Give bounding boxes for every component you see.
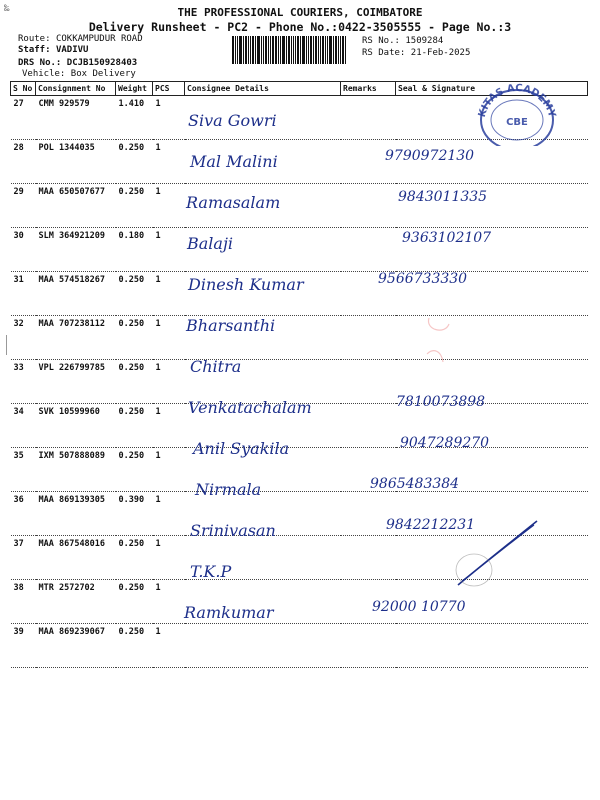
handwritten-signature-phone: 9363102107: [402, 230, 492, 246]
cell-consignee: [185, 624, 341, 668]
route-value: COKKAMPUDUR ROAD: [55, 34, 143, 44]
handwritten-signature-phone: 9566733330: [378, 271, 468, 287]
table-row: [11, 228, 588, 272]
cell-sno: 28: [11, 140, 36, 184]
academy-seal-stamp: [474, 80, 560, 146]
cell-pcs: 1: [153, 360, 185, 404]
cell-sno: 36: [11, 492, 36, 536]
cell-sno: 27: [11, 96, 36, 140]
cell-signature: [396, 624, 588, 668]
cell-weight: 0.250: [116, 404, 153, 448]
cell-pcs: 1: [153, 404, 185, 448]
table-row: [11, 316, 588, 360]
handwritten-consignee-name: Chitra: [190, 357, 242, 376]
handwritten-consignee-name: Srinivasan: [190, 521, 276, 540]
cell-sno: 37: [11, 536, 36, 580]
cell-consignment: CMM 929579: [36, 96, 116, 140]
handwritten-consignee-name: Ramkumar: [184, 603, 274, 622]
drs-value: DCJB150928403: [66, 58, 138, 68]
cell-consignment: MAA 869139305: [36, 492, 116, 536]
rs-date-value: 21-Feb-2025: [410, 48, 471, 58]
cell-weight: 0.250: [116, 316, 153, 360]
cell-sno: 30: [11, 228, 36, 272]
handwritten-consignee-name: Mal Malini: [190, 152, 278, 171]
stamp-top-text: KITAS ACADEMY: [476, 82, 558, 119]
handwritten-signature-phone: 9047289270: [400, 435, 490, 451]
col-weight: Weight: [116, 82, 153, 96]
handwritten-consignee-name: T.K.P: [190, 562, 232, 581]
punch-mark: [0, 335, 7, 355]
handwritten-signature-phone: 9842212231: [386, 517, 476, 533]
col-sno: S No: [11, 82, 36, 96]
handwritten-consignee-name: Balaji: [187, 234, 234, 253]
rs-no-line: RS No.: 1509284: [362, 36, 444, 46]
company-title: THE PROFESSIONAL COURIERS, COIMBATORE: [177, 6, 423, 19]
cell-consignment: SLM 364921209: [36, 228, 116, 272]
table-row: [11, 448, 588, 492]
cell-consignment: MAA 650507677: [36, 184, 116, 228]
table-row: [11, 184, 588, 228]
handwritten-consignee-name: Dinesh Kumar: [188, 275, 304, 294]
cell-pcs: 1: [153, 536, 185, 580]
cell-consignment: MAA 707238112: [36, 316, 116, 360]
col-consignee: Consignee Details: [185, 82, 341, 96]
cell-remarks: [341, 360, 396, 404]
table-row: [11, 140, 588, 184]
cell-pcs: 1: [153, 316, 185, 360]
cell-weight: 0.250: [116, 184, 153, 228]
col-consignment: Consignment No: [36, 82, 116, 96]
cell-weight: 0.250: [116, 272, 153, 316]
cell-pcs: 1: [153, 580, 185, 624]
cell-pcs: 1: [153, 272, 185, 316]
handwritten-signature-phone: 9843011335: [398, 189, 488, 205]
cell-sno: 38: [11, 580, 36, 624]
corner-mark: ‰: [4, 4, 10, 14]
cell-pcs: 1: [153, 228, 185, 272]
drs-line: DRS No.: DCJB150928403: [18, 58, 138, 68]
cell-weight: 0.180: [116, 228, 153, 272]
runsheet-subtitle: Delivery Runsheet - PC2 - Phone No.:0422-3505555 - Page No.:3: [88, 20, 512, 34]
cell-consignment: MAA 574518267: [36, 272, 116, 316]
faint-remark-marks: [415, 310, 465, 380]
table-row: [11, 624, 588, 668]
handwritten-consignee-name: Venkatachalam: [188, 398, 312, 417]
cell-consignment: MAA 869239067: [36, 624, 116, 668]
cell-remarks: [341, 184, 396, 228]
cell-remarks: [341, 404, 396, 448]
cell-sno: 32: [11, 316, 36, 360]
handwritten-signature-phone: 92000 10770: [372, 599, 466, 615]
checkmark-scribble: [452, 515, 542, 595]
cell-remarks: [341, 536, 396, 580]
cell-weight: 0.250: [116, 360, 153, 404]
cell-sno: 39: [11, 624, 36, 668]
rs-no-value: 1509284: [405, 36, 444, 46]
col-pcs: PCS: [153, 82, 185, 96]
cell-weight: 0.250: [116, 624, 153, 668]
cell-pcs: 1: [153, 448, 185, 492]
cell-remarks: [341, 316, 396, 360]
cell-remarks: [341, 624, 396, 668]
handwritten-consignee-name: Nirmala: [195, 480, 262, 499]
cell-sno: 33: [11, 360, 36, 404]
handwritten-consignee-name: Anil Syakila: [193, 439, 290, 458]
vehicle-line: Vehicle: Box Delivery: [22, 69, 136, 79]
handwritten-signature-phone: 9790972130: [385, 148, 475, 164]
col-remarks: Remarks: [341, 82, 396, 96]
handwritten-consignee-name: Siva Gowri: [188, 111, 277, 130]
cell-weight: 0.250: [116, 536, 153, 580]
route-line: Route: COKKAMPUDUR ROAD: [18, 34, 143, 44]
col-signature: Seal & Signature: [396, 82, 588, 96]
cell-weight: 0.250: [116, 140, 153, 184]
cell-pcs: 1: [153, 140, 185, 184]
cell-sno: 29: [11, 184, 36, 228]
cell-remarks: [341, 96, 396, 140]
vehicle-value: Box Delivery: [70, 69, 136, 79]
staff-line: Staff: VADIVU: [18, 45, 89, 55]
handwritten-signature-phone: 9865483384: [370, 476, 460, 492]
cell-weight: 0.250: [116, 580, 153, 624]
cell-pcs: 1: [153, 492, 185, 536]
table-row: [11, 360, 588, 404]
handwritten-signature-phone: 7810073898: [396, 394, 486, 410]
cell-consignment: MAA 867548016: [36, 536, 116, 580]
cell-consignment: POL 1344035: [36, 140, 116, 184]
cell-consignment: VPL 226799785: [36, 360, 116, 404]
stamp-center-text: CBE: [506, 117, 528, 128]
cell-pcs: 1: [153, 184, 185, 228]
cell-sno: 31: [11, 272, 36, 316]
cell-consignment: MTR 2572702: [36, 580, 116, 624]
cell-remarks: [341, 228, 396, 272]
staff-value: VADIVU: [55, 45, 89, 55]
cell-consignment: IXM 507888089: [36, 448, 116, 492]
cell-weight: 0.390: [116, 492, 153, 536]
cell-sno: 34: [11, 404, 36, 448]
cell-consignment: SVK 10599960: [36, 404, 116, 448]
cell-pcs: 1: [153, 96, 185, 140]
barcode: [232, 36, 356, 64]
cell-pcs: 1: [153, 624, 185, 668]
rs-date-line: RS Date: 21-Feb-2025: [362, 48, 471, 58]
svg-text:KITAS ACADEMY: [477, 83, 558, 120]
handwritten-consignee-name: Ramasalam: [186, 193, 281, 212]
cell-weight: 0.250: [116, 448, 153, 492]
handwritten-consignee-name: Bharsanthi: [186, 316, 276, 335]
cell-sno: 35: [11, 448, 36, 492]
cell-weight: 1.410: [116, 96, 153, 140]
